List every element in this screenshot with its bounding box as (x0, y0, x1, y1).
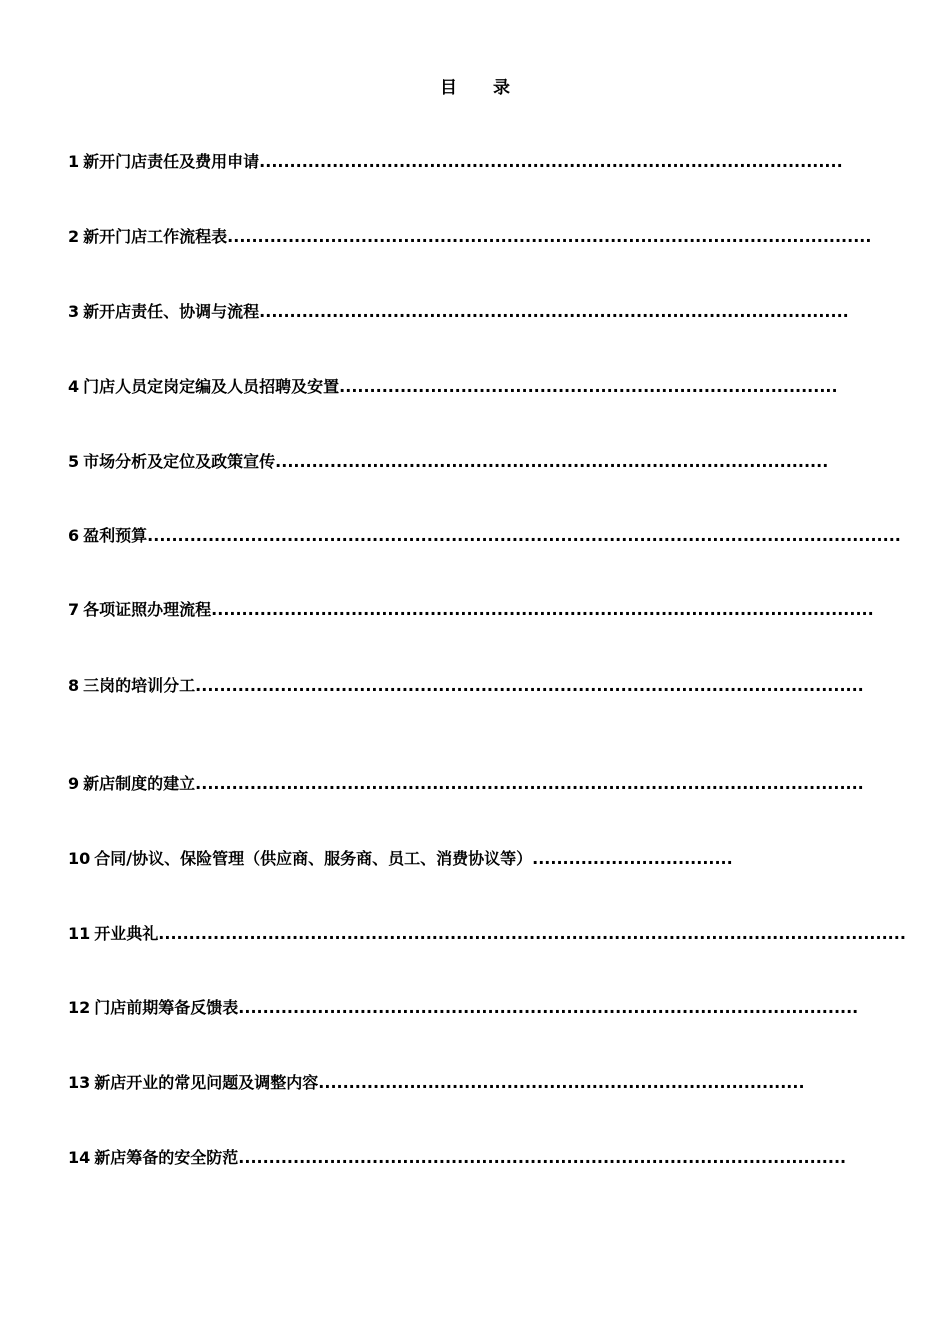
toc-number: 14 (68, 1148, 91, 1167)
toc-leader: ................................................................................................. (259, 302, 849, 321)
toc-text: 盈利预算 (83, 526, 148, 545)
toc-number: 5 (68, 452, 80, 471)
toc-number: 12 (68, 998, 91, 1017)
toc-leader: .................................................................................................... (238, 1148, 847, 1167)
title-char-2: 录 (493, 78, 510, 98)
toc-number: 4 (68, 377, 80, 396)
toc-leader: ................................. (532, 849, 733, 868)
toc-text: 新店开业的常见问题及调整内容 (94, 1073, 319, 1092)
toc-item-6[interactable] (68, 525, 901, 547)
toc-text: 门店人员定岗定编及人员招聘及安置 (83, 377, 340, 396)
toc-text: 各项证照办理流程 (83, 600, 212, 619)
toc-item-7[interactable] (68, 599, 874, 621)
toc-number: 10 (68, 849, 91, 868)
toc-leader: ...................................................................................................... (238, 998, 859, 1017)
toc-leader: .......................................................................................................... (227, 227, 872, 246)
toc-item-2[interactable] (68, 226, 872, 248)
toc-item-13[interactable] (68, 1072, 805, 1094)
toc-text: 新店制度的建立 (83, 774, 196, 793)
toc-number: 1 (68, 152, 80, 171)
toc-number: 7 (68, 600, 80, 619)
toc-leader: .............................................................................................................. (195, 774, 864, 793)
toc-item-3[interactable] (68, 301, 849, 323)
toc-item-1[interactable] (68, 151, 843, 173)
toc-leader: ........................................................................................................................... (158, 924, 906, 943)
toc-number: 13 (68, 1073, 91, 1092)
toc-number: 11 (68, 924, 91, 943)
toc-text: 门店前期筹备反馈表 (94, 998, 239, 1017)
toc-leader: ........................................................................................... (275, 452, 829, 471)
toc-item-11[interactable] (68, 923, 906, 945)
title-char-1: 目 (440, 78, 457, 98)
toc-leader: .................................................................................. (339, 377, 838, 396)
toc-text: 三岗的培训分工 (83, 676, 196, 695)
page-title (0, 76, 950, 100)
toc-text: 新开店责任、协调与流程 (83, 302, 260, 321)
toc-number: 9 (68, 774, 80, 793)
toc-leader: ............................................................................................................. (211, 600, 874, 619)
toc-item-4[interactable] (68, 376, 838, 398)
toc-item-14[interactable] (68, 1147, 847, 1169)
toc-item-5[interactable] (68, 451, 829, 473)
toc-text: 合同/协议、保险管理（供应商、服务商、员工、消费协议等） (94, 849, 533, 868)
toc-number: 8 (68, 676, 80, 695)
toc-text: 新开门店工作流程表 (83, 227, 228, 246)
toc-text: 新店筹备的安全防范 (94, 1148, 239, 1167)
toc-item-10[interactable] (68, 848, 791, 870)
toc-leader: ................................................................................................ (259, 152, 843, 171)
toc-leader: .............................................................................................................. (195, 676, 864, 695)
toc-number: 3 (68, 302, 80, 321)
toc-number: 6 (68, 526, 80, 545)
toc-text: 市场分析及定位及政策宣传 (83, 452, 276, 471)
toc-item-8[interactable] (68, 675, 864, 697)
toc-number: 2 (68, 227, 80, 246)
toc-text: 开业典礼 (94, 924, 159, 943)
toc-leader: ............................................................................................................................ (147, 526, 901, 545)
toc-leader: ................................................................................ (318, 1073, 805, 1092)
toc-item-9[interactable] (68, 773, 864, 795)
toc-text: 新开门店责任及费用申请 (83, 152, 260, 171)
toc-item-12[interactable] (68, 997, 859, 1019)
